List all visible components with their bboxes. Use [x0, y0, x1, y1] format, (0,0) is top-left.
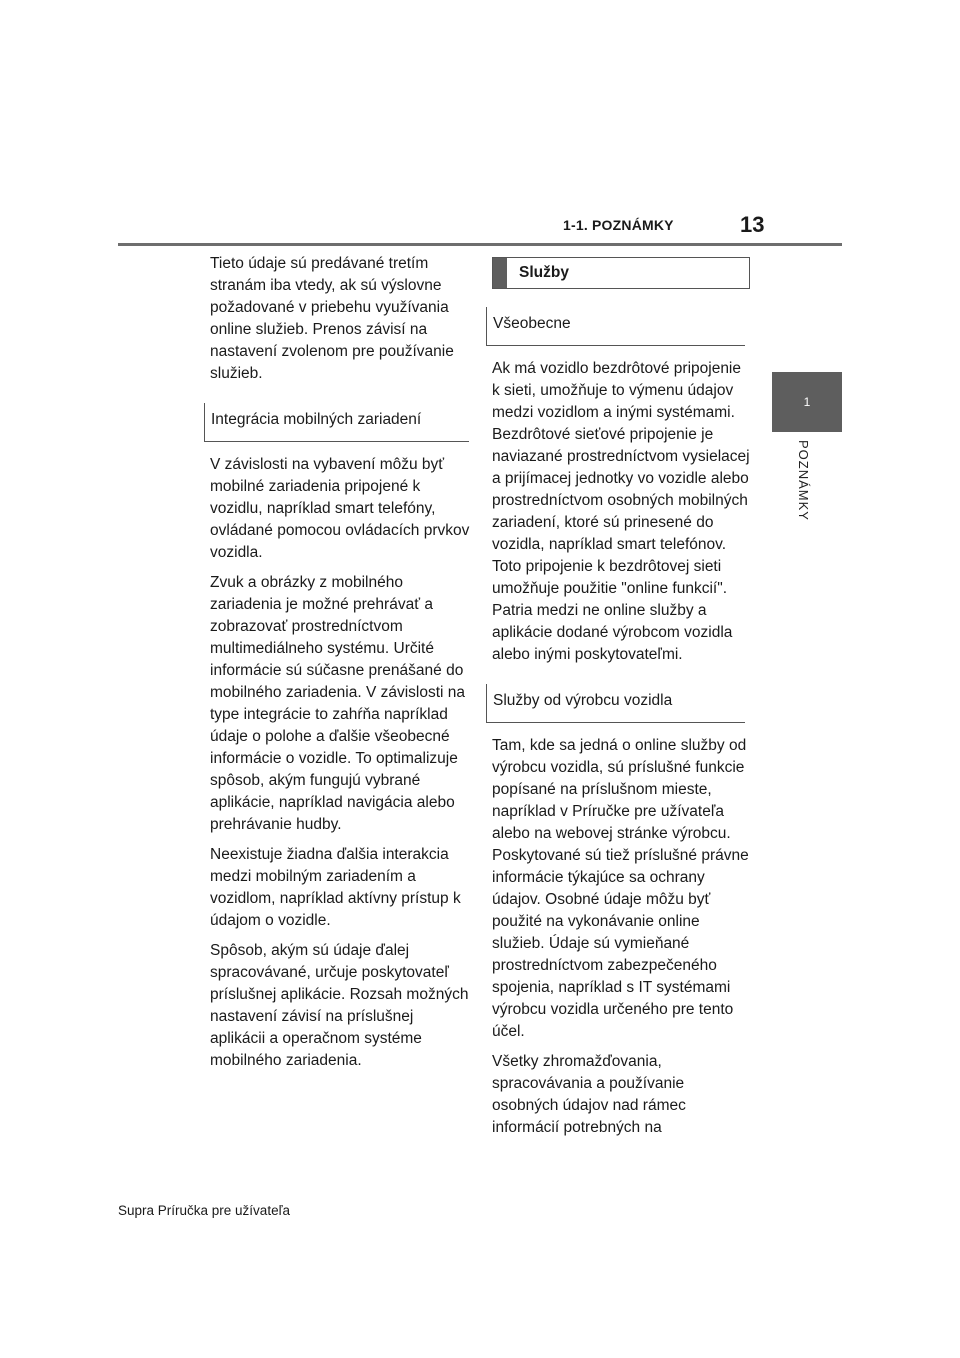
paragraph: Všetky zhromažďovania, spracovávania a používanie osobných údajov nad rámec informácií potrebných na — [492, 1053, 686, 1136]
right-column — [492, 257, 750, 1147]
paragraph: Ak má vozidlo bezdrôtové pripojenie k sieti, umožňuje to výmenu údajov medzi vozidlom a inými systémami. Bezdrôtové sieťové pripojenie je naviazané prostredníctvom vysielacej a prijímacej jednotky vo vozidle alebo prostredníctvom osobných mobilných zariadení, ktoré sú prinesené do vozidla, napríklad smart telefónov. Toto pripojenie k bezdrôtovej sieti umožňuje použitie "online funkcií". Patria medzi ne online služby a aplikácie dodané výrobcom vozidla alebo inými poskytovateľmi. — [492, 360, 750, 663]
chapter-name: POZNÁMKY — [796, 440, 811, 521]
paragraph: Spôsob, akým sú údaje ďalej spracovávané, určuje poskytovateľ príslušnej aplikácie. Rozsah možných nastavení závisí na príslušnej aplikácii a operačnom systéme mobilného zariadenia. — [210, 942, 469, 1069]
chapter-number: 1 — [803, 395, 811, 409]
footer-manual-title: Supra Príručka pre užívateľa — [118, 1203, 291, 1218]
paragraph: V závislosti na vybavení môžu byť mobilné zariadenia pripojené k vozidlu, napríklad smart telefóny, ovládané pomocou ovládacích prvkov vozidla. — [210, 456, 470, 561]
header-divider — [118, 243, 842, 246]
subheading-general: Všeobecne — [486, 307, 745, 346]
paragraph: Zvuk a obrázky z mobilného zariadenia je možné prehrávať a zobrazovať prostredníctvom multimediálneho systému. Určité informácie sú súčasne prenášané do mobilného zariadenia. V závislosti na type integrácie to zahŕňa napríklad údaje o polohe a ďalšie všeobecné informácie o vozidle. To optimalizuje spôsob, akým fungujú vybrané aplikácie, napríklad navigácia alebo prehrávanie hudby. — [210, 574, 466, 833]
paragraph: Neexistuje žiadna ďalšia interakcia medzi mobilným zariadením a vozidlom, napríklad aktívny prístup k údajom o vozidle. — [210, 846, 461, 929]
section-heading-services — [492, 257, 750, 289]
section-title: 1-1. POZNÁMKY — [563, 217, 674, 233]
left-column — [210, 253, 470, 1080]
page-number: 13 — [740, 212, 765, 237]
intro-paragraph: Tieto údaje sú predávané tretím stranám iba vtedy, ak sú výslovne požadované v priebehu využívania online služieb. Prenos závisí na nastavení zvolenom pre používanie služieb. — [210, 255, 454, 382]
subheading-manufacturer-services: Služby od výrobcu vozidla — [486, 684, 745, 723]
subheading-mobile-integration: Integrácia mobilných zariadení — [204, 403, 469, 442]
chapter-tab[interactable] — [772, 372, 842, 432]
section-heading-bar — [493, 258, 507, 288]
paragraph: Tam, kde sa jedná o online služby od výrobcu vozidla, sú príslušné funkcie popísané na príslušnom mieste, napríklad v Príručke pre užívateľa alebo na webovej stránke výrobcu. Poskytované sú tiež príslušné právne informácie týkajúce sa ochrany údajov. Osobné údaje môžu byť použité na vykonávanie online služieb. Údaje sú vymieňané prostredníctvom zabezpečeného spojenia, napríklad s IT systémami výrobcu vozidla určeného pre tento účel. — [492, 737, 749, 1040]
section-heading-title: Služby — [519, 264, 569, 281]
